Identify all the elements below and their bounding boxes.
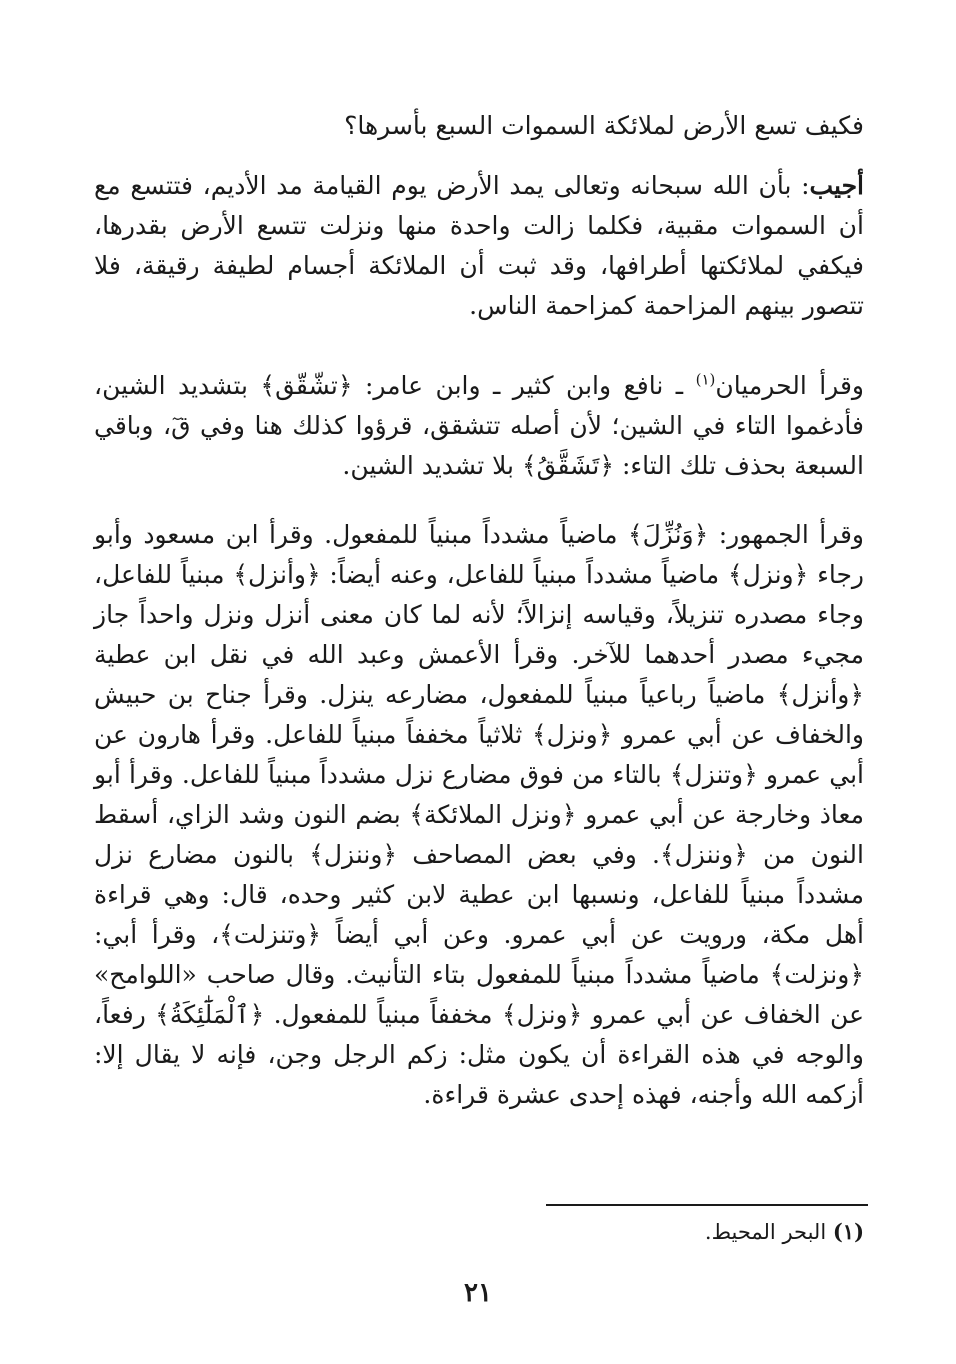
footnote: [464, 1216, 864, 1248]
readings-before-note: وقرأ الحرميان: [715, 371, 864, 400]
page-number: ٢١: [464, 1278, 492, 1308]
answer-lead-word: أجيب: [809, 171, 864, 200]
footnote-marker[interactable]: (١): [695, 370, 716, 389]
readings-after-note: ـ نافع وابن كثير ـ وابن عامر: ﴿تشّقّق﴾ بتشديد الشين، فأدغموا التاء في الشين؛ لأن أصله تتشقق، قرؤوا كذلك هنا وفي قٓ، وباقي السبعة بحذف تلك التاء: ﴿تَشَقَّقُ﴾ بلا تشديد الشين.: [94, 371, 864, 480]
footnote-text: البحر المحيط.: [704, 1220, 827, 1244]
paragraph-readings-tashaqqaq: [94, 366, 864, 486]
footnote-number: (١): [832, 1219, 864, 1244]
paragraph-answer: [94, 166, 864, 326]
footnote-divider: [546, 1204, 868, 1206]
answer-text: : بأن الله سبحانه وتعالى يمد الأرض يوم القيامة مد الأديم، فتتسع مع أن السموات مقبية، فكلما زالت واحدة منها ونزلت تتسع الأرض بقدرها، فيكفي لملائكتها أطرافها، وقد ثبت أن الملائكة أجسام لطيفة رقيقة، فلا تتصور بينهم المزاحمة كمزاحمة الناس.: [94, 171, 864, 320]
paragraph-readings-nuzzila: وقرأ الجمهور: ﴿وَنُزِّلَ﴾ ماضياً مشدداً مبنياً للمفعول. وقرأ ابن مسعود وأبو رجاء ﴿ونزل﴾ ماضياً مشدداً مبنياً للفاعل، وعنه أيضاً: ﴿وأنزل﴾ مبنياً للفاعل، وجاء مصدره تنزيلاً، وقياسه إنزالاً؛ لأنه لما كان معنى أنزل ونزل واحداً جاز مجيء مصدر أحدهما للآخر. وقرأ الأعمش وعبد الله في نقل ابن عطية ﴿وأنزل﴾ ماضياً رباعياً مبنياً للمفعول، مضارعه ينزل. وقرأ جناح بن حبيش والخفاف عن أبي عمرو ﴿ونزل﴾ ثلاثياً مخففاً مبنياً للفاعل. وقرأ هارون عن أبي عمرو ﴿وتنزل﴾ بالتاء من فوق مضارع نزل مشدداً مبنياً للفاعل. وقرأ أبو معاذ وخارجة عن أبي عمرو ﴿ونزل الملائكة﴾ بضم النون وشد الزاي، أسقط النون من ﴿وننزل﴾. وفي بعض المصاحف ﴿وننزل﴾ بالنون مضارع نزل مشدداً مبنياً للفاعل، ونسبها ابن عطية لابن كثير وحده، قال: وهي قراءة أهل مكة، ورويت عن أبي عمرو. وعن أبي أيضاً ﴿وتنزلت﴾، وقرأ أبي: ﴿ونزلت﴾ ماضياً مشدداً مبنياً للمفعول بتاء التأنيث. وقال صاحب «اللوامح» عن الخفاف عن أبي عمرو ﴿ونزل﴾ مخففاً مبنياً للمفعول. ﴿ٱلْمَلَٰٓئِكَةُ﴾ رفعاً، والوجه في هذه القراءة أن يكون مثل: زكم الرجل وجن، فإنه لا يقال إلا: أزكمه الله وأجنه، فهذه إحدى عشرة قراءة.: [94, 520, 865, 1109]
intro-question: فكيف تسع الأرض لملائكة السموات السبع بأسرها؟: [344, 111, 864, 140]
